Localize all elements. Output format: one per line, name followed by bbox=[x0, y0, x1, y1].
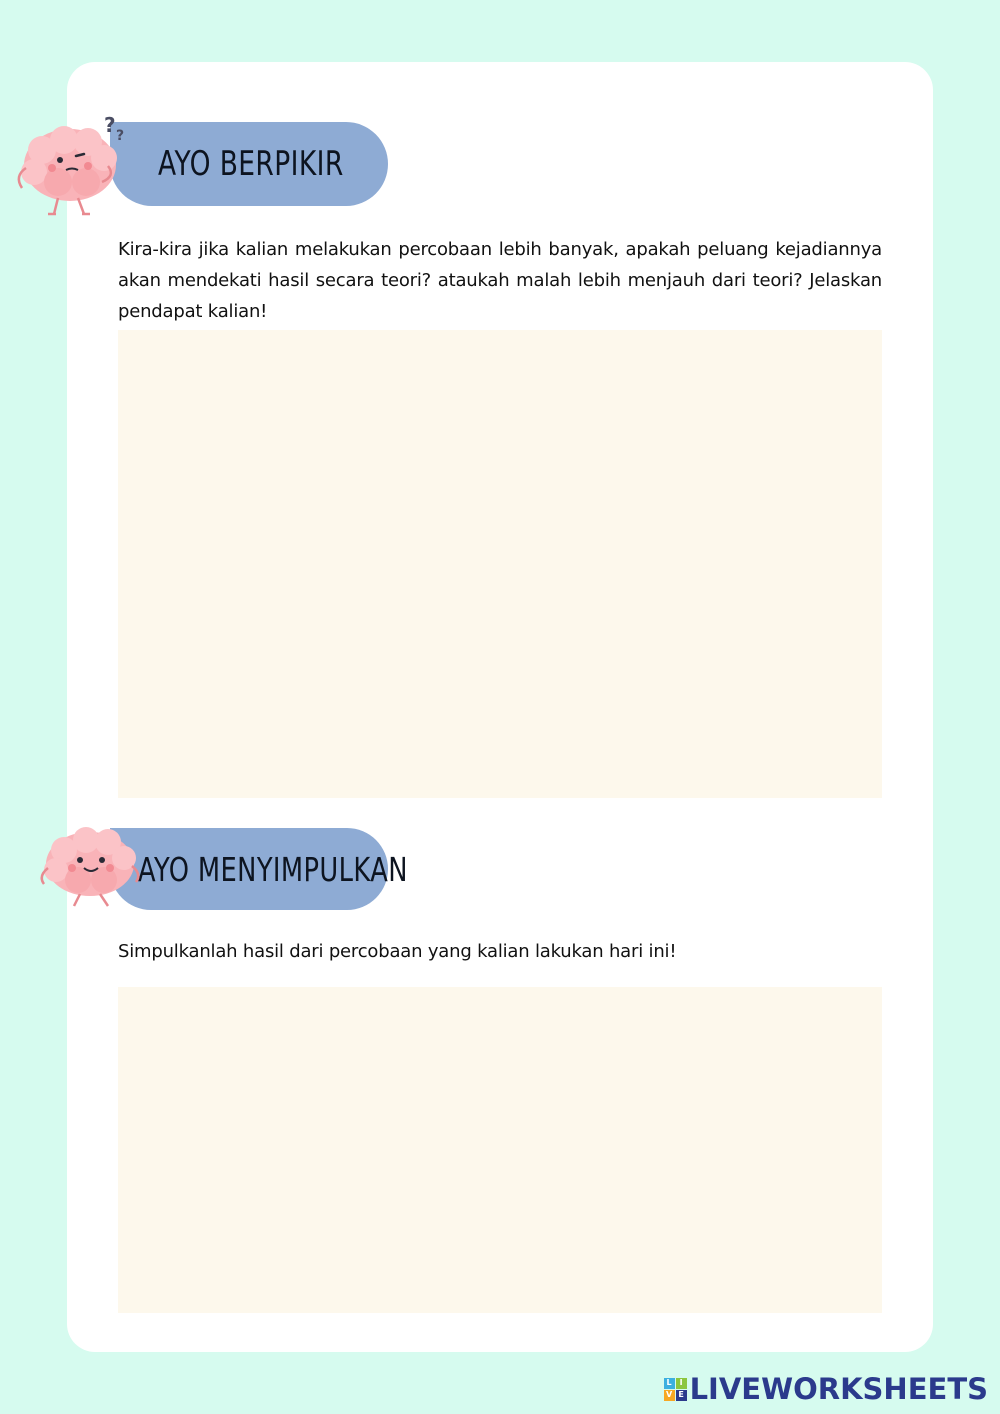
svg-text:?: ? bbox=[116, 128, 125, 144]
happy-brain-mascot-icon bbox=[38, 822, 144, 912]
question-text: Kira-kira jika kalian melakukan percobaan lebih banyak, apakah peluang kejadiannya akan mendekati hasil secara teori? ataukah malah lebih menjauh dari teori? Jelaskan pendapat kalian! bbox=[118, 239, 882, 322]
answer-box-menyimpulkan[interactable] bbox=[118, 987, 882, 1313]
section-banner-berpikir bbox=[110, 122, 388, 206]
answer-box-berpikir[interactable] bbox=[118, 330, 882, 798]
section-banner-menyimpulkan bbox=[110, 828, 408, 910]
question-text: Simpulkanlah hasil dari percobaan yang kalian lakukan hari ini! bbox=[118, 941, 677, 962]
brand-name: LIVEWORKSHEETS bbox=[689, 1372, 988, 1406]
liveworksheets-logo bbox=[664, 1372, 988, 1406]
liveworksheets-logo-icon: L I V E bbox=[664, 1378, 687, 1401]
section-title: AYO MENYIMPULKAN bbox=[138, 849, 408, 889]
section-title: AYO BERPIKIR bbox=[158, 144, 344, 184]
svg-text:?: ? bbox=[104, 113, 116, 137]
thinking-brain-mascot-icon bbox=[12, 110, 130, 222]
